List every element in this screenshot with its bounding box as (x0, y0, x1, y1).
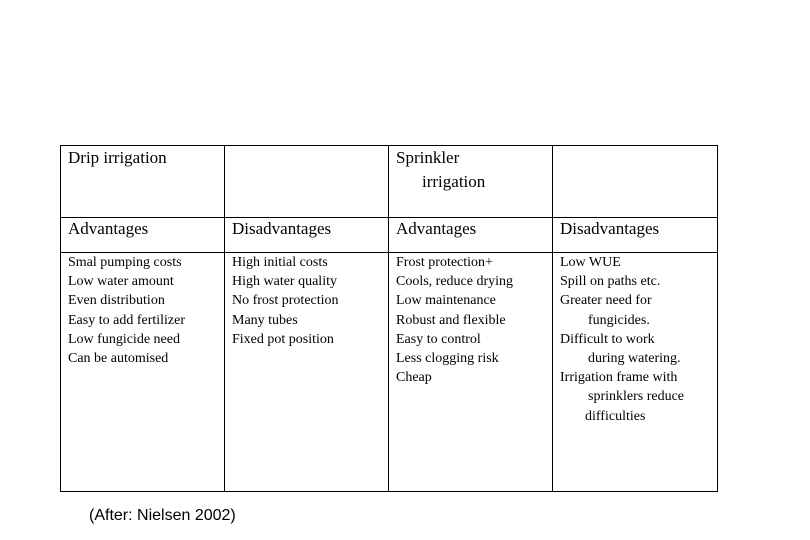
list-item: Many tubes (232, 312, 298, 328)
list-item: Easy to control (396, 331, 481, 347)
list-item: during watering. (588, 351, 681, 367)
list-item: Cheap (396, 370, 432, 386)
sprinkler-advantages-list (396, 253, 552, 387)
sprinkler-title-line2: irrigation (422, 172, 486, 191)
list-item: High water quality (232, 274, 337, 290)
list-item: Robust and flexible (396, 312, 506, 328)
sprinkler-advantages-cell (389, 253, 553, 492)
sprinkler-disadvantages-heading: Disadvantages (553, 218, 718, 253)
drip-disadvantages-cell (225, 253, 389, 492)
list-item: High initial costs (232, 255, 328, 270)
sprinkler-irrigation-header (389, 146, 553, 218)
drip-irrigation-header (61, 146, 225, 218)
list-item: Greater need for (560, 293, 652, 309)
empty-header-cell (553, 146, 718, 218)
drip-advantages-heading: Advantages (61, 218, 225, 253)
drip-disadvantages-list (232, 253, 388, 349)
list-item: Less clogging risk (396, 351, 499, 367)
sprinkler-title-line1: Sprinkler (396, 148, 460, 167)
list-item: Even distribution (68, 293, 165, 309)
drip-advantages-cell (61, 253, 225, 492)
list-item: difficulties (585, 408, 646, 424)
list-item: sprinklers reduce (588, 389, 685, 405)
subheader-row (61, 218, 718, 253)
list-item: Low WUE (560, 255, 621, 270)
body-row (61, 253, 718, 492)
list-item: Low maintenance (396, 293, 496, 309)
list-item: fungicides. (588, 312, 650, 328)
sprinkler-disadvantages-list (560, 253, 717, 426)
list-item: No frost protection (232, 293, 339, 309)
list-item: Frost protection+ (396, 255, 493, 270)
list-item: Spill on paths etc. (560, 274, 661, 290)
list-item: Fixed pot position (232, 331, 334, 347)
empty-header-cell (225, 146, 389, 218)
drip-advantages-list (68, 253, 224, 368)
list-item: Easy to add fertilizer (68, 312, 186, 328)
drip-disadvantages-heading: Disadvantages (225, 218, 389, 253)
list-item: Low fungicide need (68, 331, 180, 347)
list-item: Can be automised (68, 351, 169, 367)
list-item: Low water amount (68, 274, 174, 290)
source-citation: (After: Nielsen 2002) (89, 507, 236, 524)
title-row (61, 146, 718, 218)
sprinkler-disadvantages-cell (553, 253, 718, 492)
list-item: Smal pumping costs (68, 255, 182, 270)
list-item: Irrigation frame with (560, 370, 678, 386)
irrigation-comparison-table (60, 145, 718, 492)
sprinkler-advantages-heading: Advantages (389, 218, 553, 253)
list-item: Difficult to work (560, 331, 655, 347)
list-item: Cools, reduce drying (396, 274, 514, 290)
drip-irrigation-title: Drip irrigation (68, 148, 167, 167)
